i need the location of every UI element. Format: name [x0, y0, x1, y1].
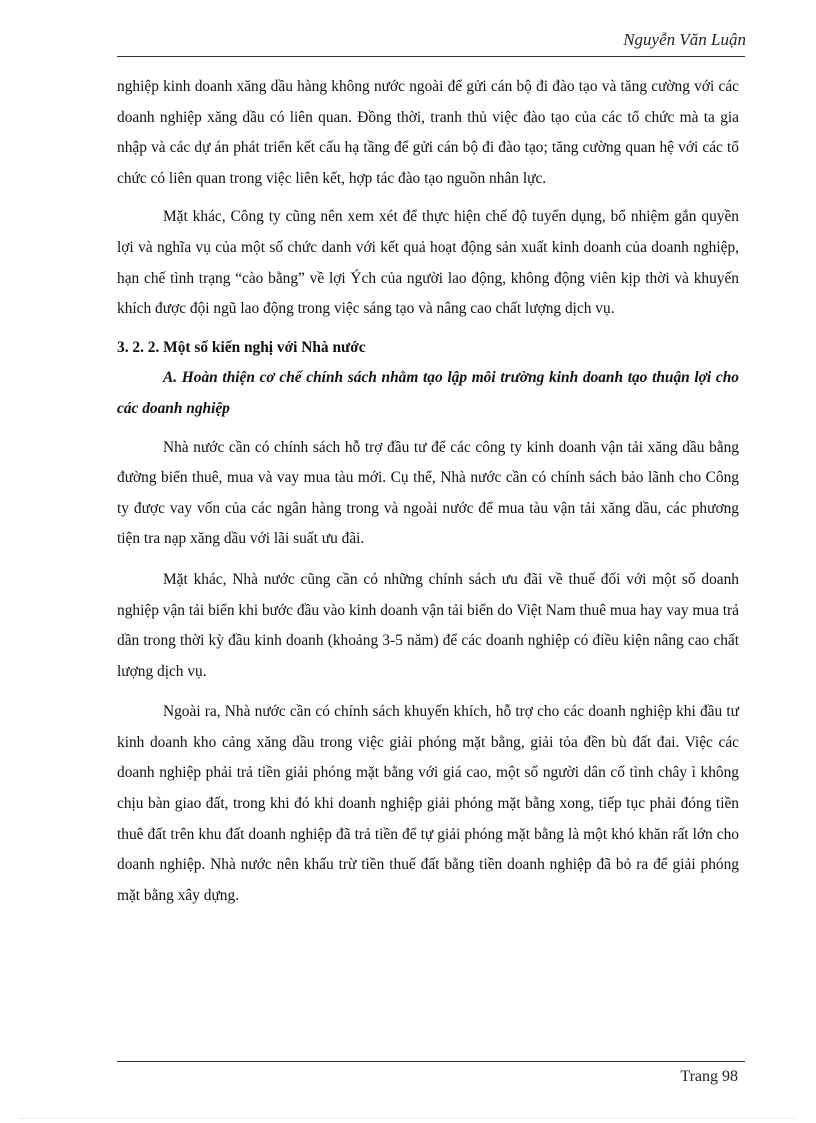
- page-edge-guide: [20, 1118, 796, 1119]
- paragraph-tax-incentives: Mặt khác, Nhà nước cũng cần có những chính sách ưu đãi về thuế đối với một số doanh nghiệp vận tải biển khi bước đầu vào kinh doanh vận tải biển do Việt Nam thuê mua hay vay mua trả dần trong thời kỳ đầu kinh doanh (khoảng 3-5 năm) để các doanh nghiệp có điều kiện nâng cao chất lượng dịch vụ.: [117, 570, 739, 680]
- page-body: [117, 72, 739, 911]
- footer-divider: [117, 1061, 745, 1062]
- page-number: Trang 98: [680, 1068, 738, 1085]
- header-divider: [117, 56, 745, 57]
- paragraph-land-clearance: Ngoài ra, Nhà nước cần có chính sách khuyến khích, hỗ trợ cho các doanh nghiệp khi đầu tư kinh doanh kho cảng xăng dầu trong việc giải phóng mặt bằng, giải tỏa đền bù đất đai. Việc các doanh nghiệp phải trả tiền giải phóng mặt bằng với giá cao, một số người dân cố tình chây ì không chịu bàn giao đất, trong khi đó khi doanh nghiệp giải phóng mặt bằng xong, tiếp tục phải đóng tiền thuê đất trên khu đất doanh nghiệp đã trả tiền để tự giải phóng mặt bằng là một khó khăn rất lớn cho doanh nghiệp. Nhà nước nên khấu trừ tiền thuế đất bằng tiền doanh nghiệp đã bỏ ra để giải phóng mặt bằng xây dựng.: [117, 703, 739, 904]
- sub-heading: A. Hoàn thiện cơ chế chính sách nhằm tạo lập môi trường kinh doanh tạo thuận lợi cho các doanh nghiệp: [117, 369, 739, 417]
- header-author: Nguyễn Văn Luận: [623, 30, 746, 49]
- paragraph-recruitment-policy: Mặt khác, Công ty cũng nên xem xét để thực hiện chế độ tuyển dụng, bổ nhiệm gắn quyền lợi và nghĩa vụ của một số chức danh với kết quả hoạt động sản xuất kinh doanh của doanh nghiệp, hạn chế tình trạng “cào bằng” về lợi Ých của người lao động, không động viên kịp thời và khuyến khích được đội ngũ lao động trong việc sáng tạo và nâng cao chất lượng dịch vụ.: [117, 208, 739, 318]
- section-heading: 3. 2. 2. Một số kiến nghị với Nhà nước: [117, 338, 366, 356]
- paragraph-investment-support: Nhà nước cần có chính sách hỗ trợ đầu tư để các công ty kinh doanh vận tải xăng dầu bằng đường biển thuê, mua và vay mua tàu mới. Cụ thể, Nhà nước cần có chính sách bảo lãnh cho Công ty được vay vốn của các ngân hàng trong và ngoài nước để mua tàu vận tải xăng dầu, các phương tiện tra nạp xăng dầu với lãi suất ưu đãi.: [117, 438, 739, 548]
- paragraph-training-continuation: nghiệp kinh doanh xăng dầu hàng không nước ngoài để gửi cán bộ đi đào tạo và tăng cường với các doanh nghiệp xăng dầu có liên quan. Đồng thời, tranh thủ việc đào tạo của các tổ chức mà ta gia nhập và các dự án phát triển kết cấu hạ tầng để gửi cán bộ đi đào tạo; tăng cường quan hệ với các tổ chức có liên quan trong việc liên kết, hợp tác đào tạo nguồn nhân lực.: [117, 78, 739, 187]
